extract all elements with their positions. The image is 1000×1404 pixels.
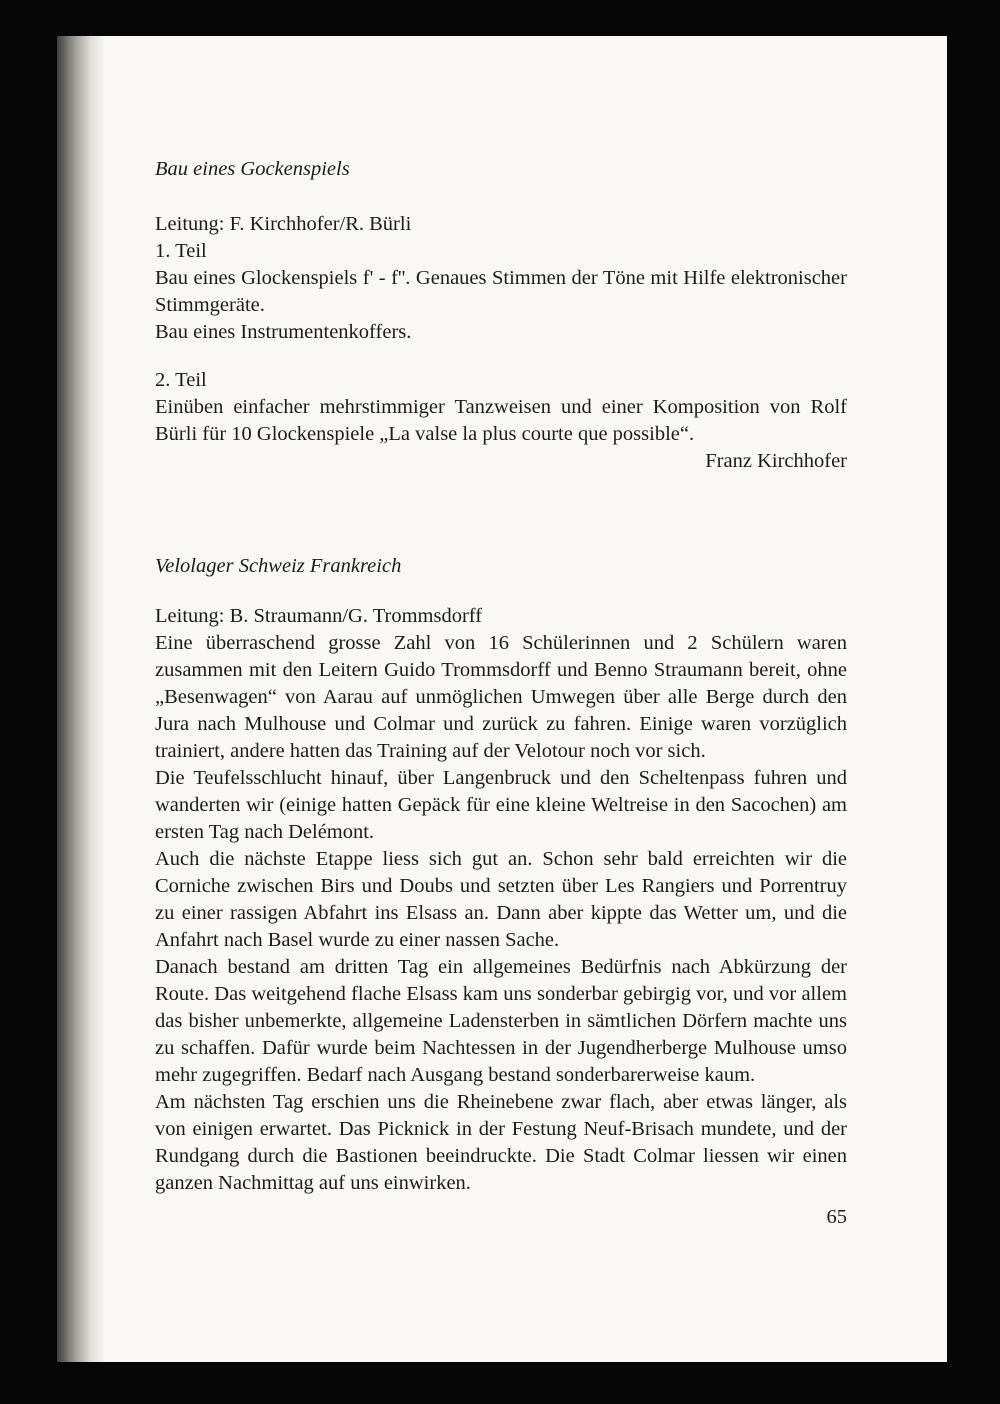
body-paragraph: Danach bestand am dritten Tag ein allgemeines Bedürfnis nach Abkürzung der Route. Das weitgehend flache Elsass kam uns sonderbar gebirgig vor, und vor allem das bisher unbemerkte, allgemeine Ladensterben in sämtlichen Dörfern machte uns zu schaffen. Dafür wurde beim Nachtessen in der Jugendherberge Mulhouse umso mehr zugegriffen. Bedarf nach Ausgang bestand sonderbarerweise kaum. xyxy=(155,956,847,1086)
body-paragraph: Eine überraschend grosse Zahl von 16 Schülerinnen und 2 Schülern waren zusammen mit den Leitern Guido Trommsdorff und Benno Straumann bereit, ohne „Besenwagen“ von Aarau auf unmöglichen Umwegen über alle Berge durch den Jura nach Mulhouse und Colmar und zurück zu fahren. Einige waren vorzüglich trainiert, andere hatten das Training auf der Velotour noch vor sich. xyxy=(155,632,847,762)
book-spine-shadow xyxy=(57,36,105,1362)
page-number: 65 xyxy=(826,1206,847,1228)
velolager-leitung-line: Leitung: B. Straumann/G. Trommsdorff xyxy=(155,605,483,627)
section-title-velolager: Velolager Schweiz Frankreich xyxy=(155,555,402,577)
glockenspiel-leitung-line: Leitung: F. Kirchhofer/R. Bürli xyxy=(155,213,412,235)
body-paragraph: Die Teufelsschlucht hinauf, über Langenbruck und den Scheltenpass fuhren und wanderten wir (einige hatten Gepäck für eine kleine Weltreise in den Sacochen) am ersten Tag nach Delémont. xyxy=(155,767,847,843)
teil2-paragraph: Einüben einfacher mehrstimmiger Tanzweisen und einer Komposition von Rolf Bürli für 10 Glockenspiele „La valse la plus courte que possible“. xyxy=(155,396,847,445)
author-signature: Franz Kirchhofer xyxy=(705,450,847,472)
body-paragraph: Am nächsten Tag erschien uns die Rheinebene zwar flach, aber etwas länger, als von einigen erwartet. Das Picknick in der Festung Neuf-Brisach mundete, und der Rundgang durch die Bastionen beeindruckte. Die Stadt Colmar liessen wir einen ganzen Nachmittag auf uns einwirken. xyxy=(155,1091,847,1194)
teil1-paragraph: Bau eines Glockenspiels f' - f''. Genaues Stimmen der Töne mit Hilfe elektronischer Stimmgeräte. xyxy=(155,267,847,316)
page-content xyxy=(155,156,847,1231)
scanned-document-page xyxy=(57,36,947,1362)
teil1-label: 1. Teil xyxy=(155,240,207,262)
teil2-label: 2. Teil xyxy=(155,369,207,391)
instrumentenkoffer-line: Bau eines Instrumentenkoffers. xyxy=(155,321,412,343)
body-paragraph: Auch die nächste Etappe liess sich gut an. Schon sehr bald erreichten wir die Corniche zwischen Birs und Doubs und setzten über Les Rangiers und Porrentruy zu einer rassigen Abfahrt ins Elsass an. Dann aber kippte das Wetter um, und die Anfahrt nach Basel wurde zu einer nassen Sache. xyxy=(155,848,847,951)
section-title-glockenspiel: Bau eines Gockenspiels xyxy=(155,158,350,180)
